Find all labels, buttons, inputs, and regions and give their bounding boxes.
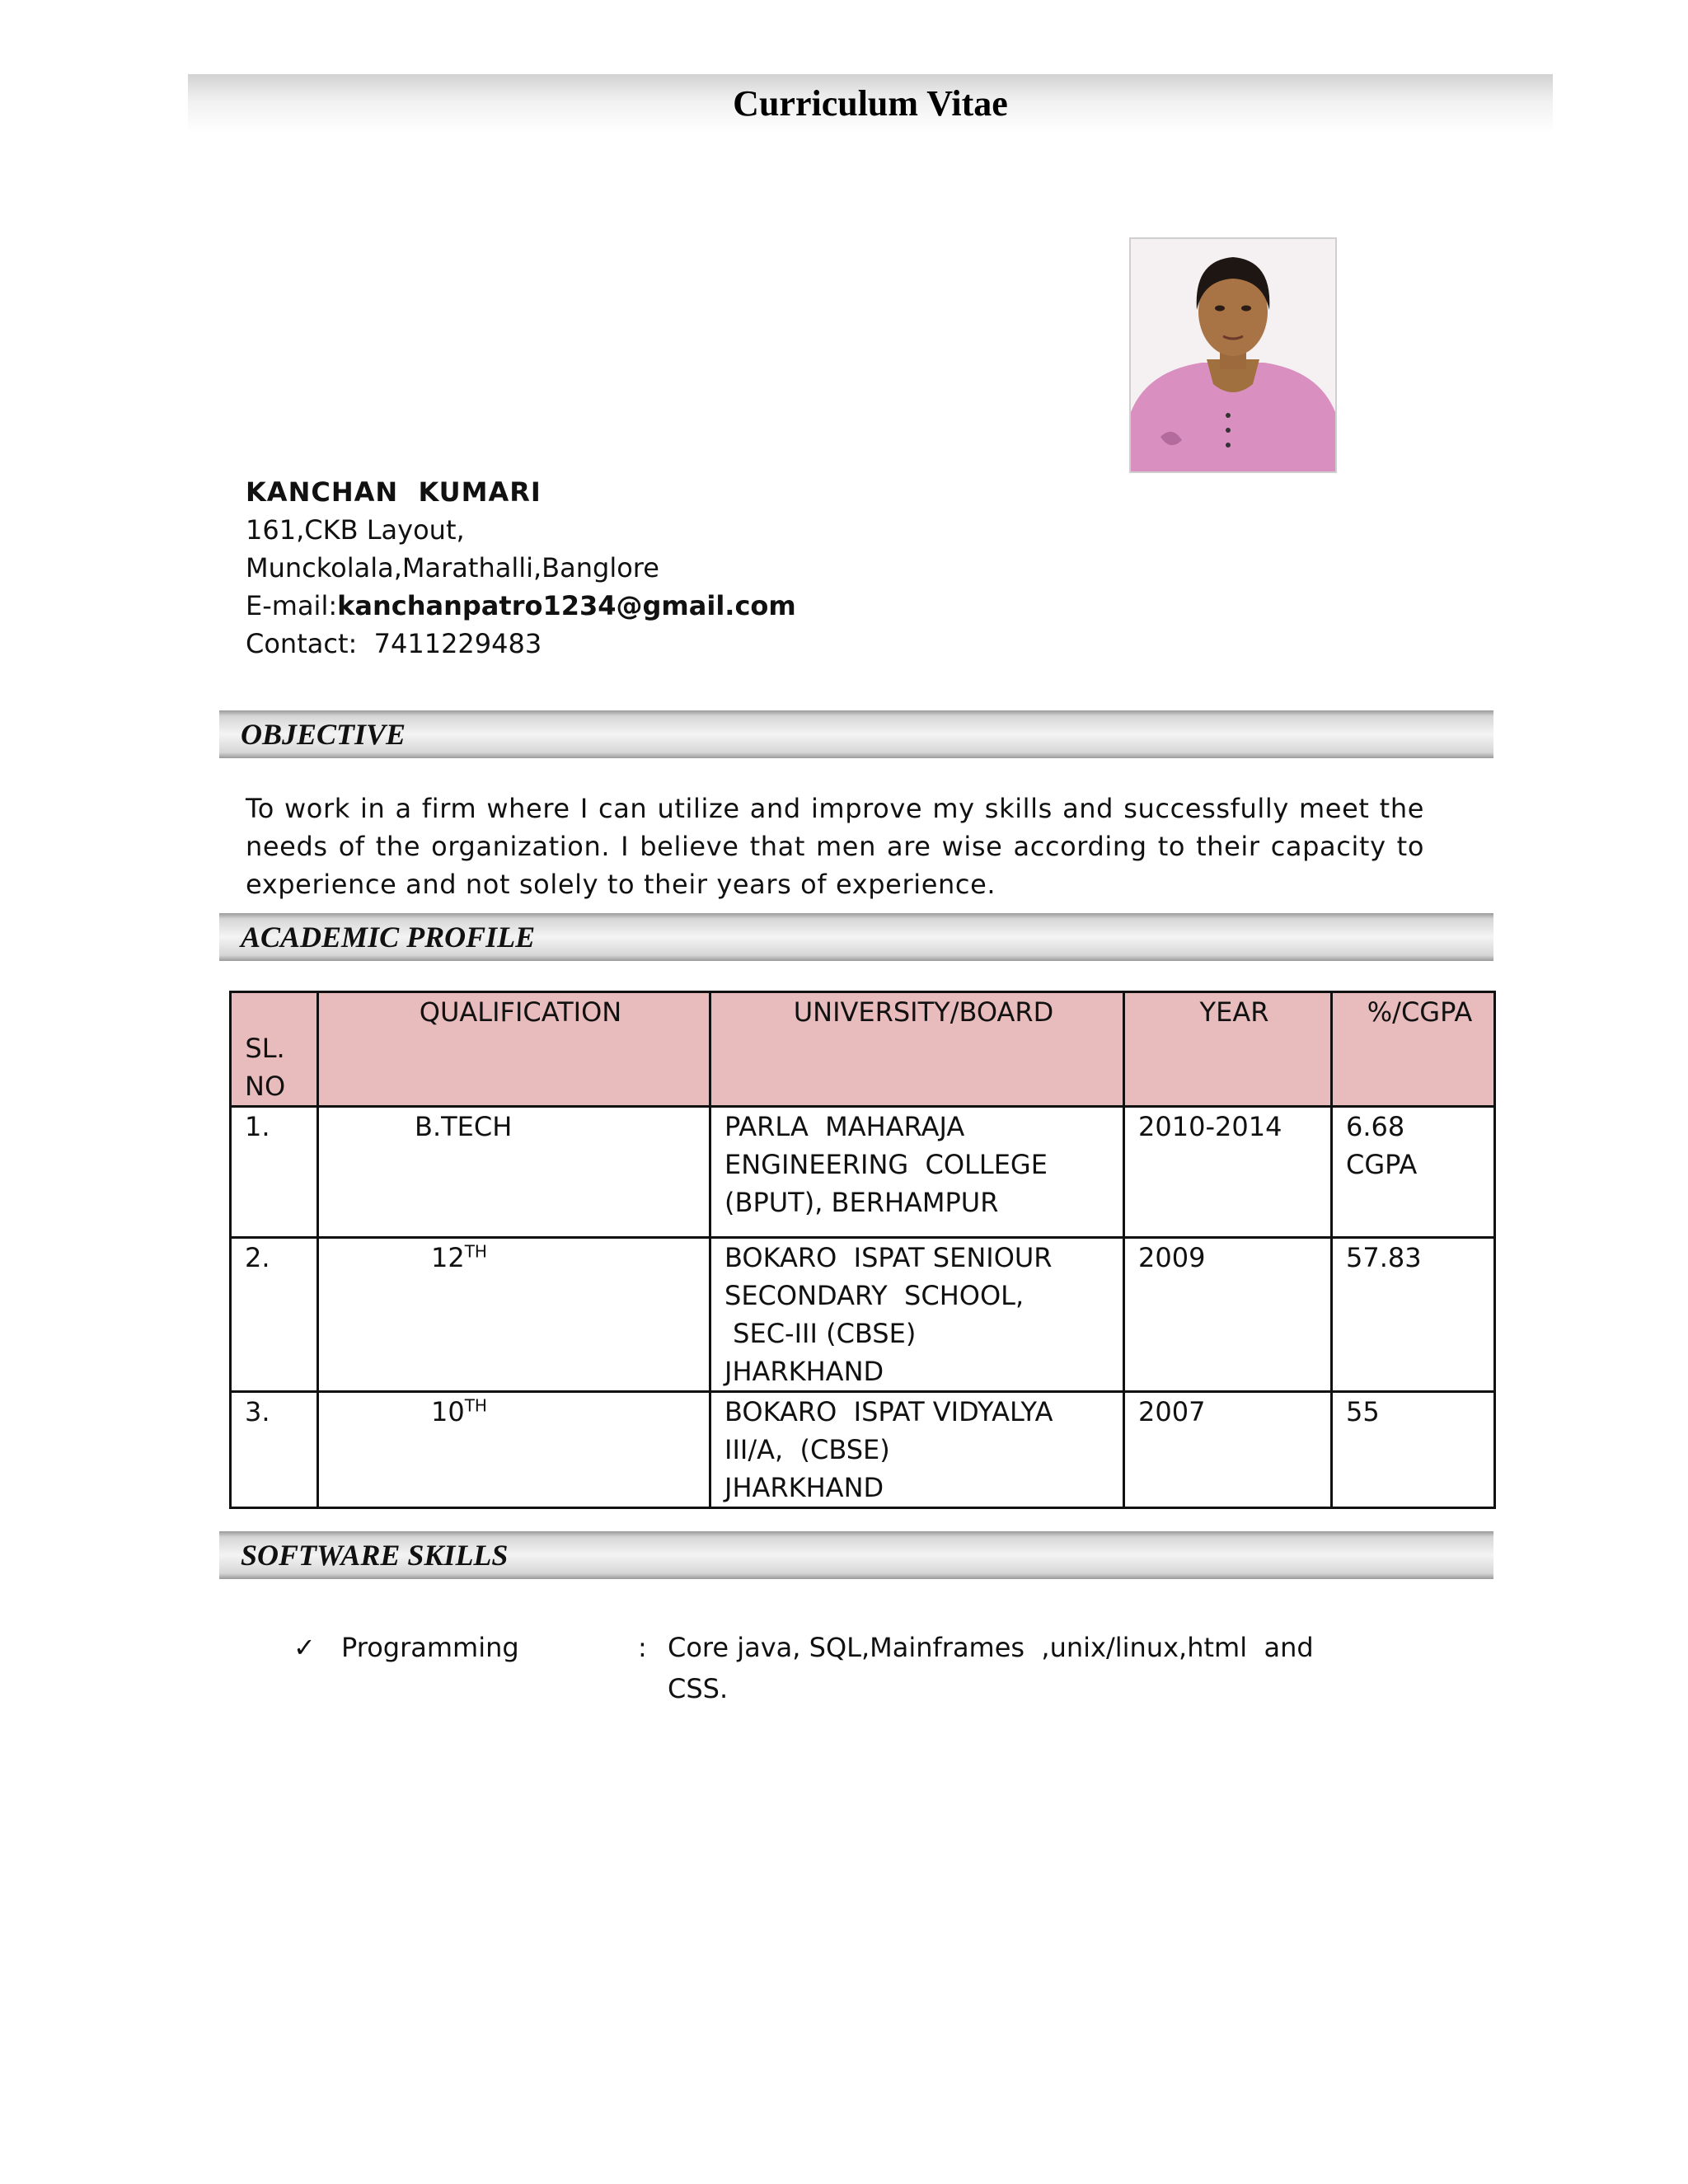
- university-header: UNIVERSITY/BOARD: [710, 992, 1124, 1107]
- table-row: [231, 1238, 1495, 1392]
- sl-header-line-1: SL.: [245, 1033, 285, 1064]
- score-cell: 55: [1332, 1392, 1495, 1508]
- year-cell: 2010-2014: [1124, 1107, 1332, 1238]
- year-cell: 2007: [1124, 1392, 1332, 1508]
- academic-header-bar: [219, 913, 1493, 961]
- skill-label: Programming: [341, 1632, 519, 1663]
- academic-heading: ACADEMIC PROFILE: [241, 921, 536, 954]
- skill-value-line-1: Core java, SQL,Mainframes ,unix/linux,html and: [668, 1632, 1314, 1663]
- email-value: kanchanpatro1234@gmail.com: [337, 590, 796, 621]
- table-row: [231, 1392, 1495, 1508]
- profile-photo: [1129, 237, 1337, 473]
- candidate-name: KANCHAN KUMARI: [246, 476, 542, 508]
- skills-header-bar: [219, 1531, 1493, 1579]
- skills-heading: SOFTWARE SKILLS: [241, 1539, 509, 1572]
- phone-label: Contact:: [246, 628, 358, 659]
- skill-value-line-2: CSS.: [668, 1673, 729, 1704]
- qualification-cell: 12TH: [318, 1238, 710, 1392]
- title-bar: [188, 74, 1553, 134]
- document-title: Curriculum Vitae: [733, 83, 1008, 124]
- university-cell: PARLA MAHARAJA ENGINEERING COLLEGE (BPUT), BERHAMPUR: [710, 1107, 1124, 1238]
- objective-text: To work in a firm where I can utilize and improve my skills and successfully meet the needs of the organization. I believe that men are wise according to their capacity to experience and not solely to their years of experience.: [246, 793, 1424, 900]
- university-cell: BOKARO ISPAT VIDYALYA III/A, (CBSE) JHARKHAND: [710, 1392, 1124, 1508]
- qualification-cell: B.TECH: [318, 1107, 710, 1238]
- sl-cell: 1.: [231, 1107, 318, 1238]
- score-cell: 57.83: [1332, 1238, 1495, 1392]
- academic-table: [229, 991, 1496, 1509]
- address-line-2: Munckolala,Marathalli,Banglore: [246, 552, 659, 583]
- email-label: E-mail:: [246, 590, 338, 621]
- check-icon: ✓: [293, 1632, 316, 1663]
- address-line-1: 161,CKB Layout,: [246, 514, 465, 546]
- table-row: [231, 1107, 1495, 1238]
- sl-cell: 2.: [231, 1238, 318, 1392]
- sl-header-line-2: NO: [245, 1071, 286, 1102]
- objective-header-bar: [219, 710, 1493, 758]
- skill-value: [668, 1627, 1352, 1709]
- score-cell: 6.68 CGPA: [1332, 1107, 1495, 1238]
- person-photo-icon: [1131, 239, 1335, 471]
- email-line: [246, 587, 796, 625]
- score-header: %/CGPA: [1332, 992, 1495, 1107]
- table-header-row: [231, 992, 1495, 1107]
- year-cell: 2009: [1124, 1238, 1332, 1392]
- year-header: YEAR: [1124, 992, 1332, 1107]
- objective-heading: OBJECTIVE: [241, 718, 406, 751]
- sl-no-header: [231, 992, 318, 1107]
- skill-separator: :: [638, 1632, 647, 1663]
- phone-value: 7411229483: [373, 628, 542, 659]
- sl-cell: 3.: [231, 1392, 318, 1508]
- university-cell: BOKARO ISPAT SENIOUR SECONDARY SCHOOL, SEC-III (CBSE) JHARKHAND: [710, 1238, 1124, 1392]
- contact-block: [246, 473, 796, 663]
- qualification-header: QUALIFICATION: [318, 992, 710, 1107]
- phone-line: [246, 625, 796, 663]
- qualification-cell: 10TH: [318, 1392, 710, 1508]
